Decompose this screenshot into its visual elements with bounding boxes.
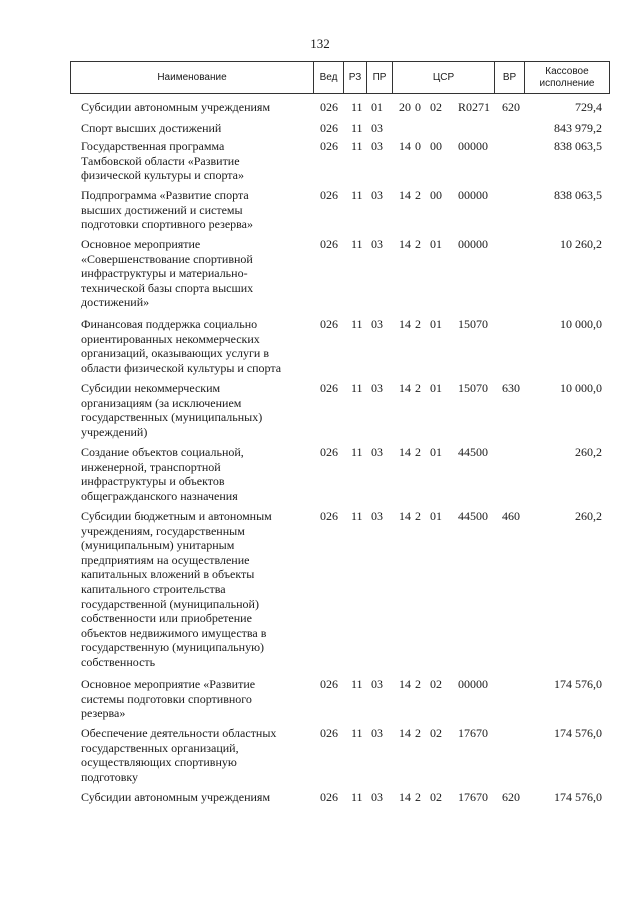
- row-name-line: государственных (муниципальных): [81, 410, 263, 425]
- row-rz: 11: [351, 188, 363, 202]
- row-name-line: инженерной, транспортной: [81, 459, 221, 474]
- row-name-line: системы подготовки спортивного: [81, 691, 252, 706]
- row-csr-subprogram: 0: [415, 100, 421, 114]
- row-csr-program: 14: [399, 317, 411, 331]
- row-rz: 11: [351, 790, 363, 804]
- row-name: [81, 139, 306, 183]
- header-pr: ПР: [372, 71, 387, 83]
- row-csr-event: 02: [430, 790, 442, 804]
- row-name: [81, 677, 306, 721]
- row-ved: 026: [320, 237, 338, 251]
- row-rz: 11: [351, 100, 363, 114]
- row-name-line: подготовку: [81, 769, 139, 784]
- row-csr-subprogram: 2: [415, 790, 421, 804]
- row-name: [81, 381, 306, 439]
- row-name-line: Субсидии автономным учреждениям: [81, 100, 271, 114]
- row-csr-event: 02: [430, 677, 442, 691]
- row-csr-event: 00: [430, 139, 442, 153]
- row-name-line: ориентированных некоммерческих: [81, 331, 260, 346]
- row-name-line: организаций, оказывающих услуги в: [81, 346, 269, 361]
- row-name-line: высших достижений и системы: [81, 202, 243, 217]
- row-ved: 026: [320, 790, 338, 804]
- row-pr: 03: [371, 445, 383, 459]
- row-pr: 03: [371, 381, 383, 395]
- header-csr: ЦСР: [432, 71, 455, 83]
- row-csr-direction: 00000: [458, 237, 488, 251]
- row-name-line: Субсидии некоммерческим: [81, 381, 221, 395]
- row-sum: 174 576,0: [554, 677, 602, 691]
- row-csr-direction: 17670: [458, 790, 488, 804]
- row-ved: 026: [320, 381, 338, 395]
- row-ved: 026: [320, 726, 338, 740]
- row-name-line: (муниципальным) унитарным: [81, 538, 235, 553]
- row-name-line: Обеспечение деятельности областных: [81, 726, 277, 740]
- row-name-line: достижений»: [81, 295, 150, 310]
- table-header: [70, 61, 610, 94]
- row-pr: 03: [371, 677, 383, 691]
- row-ved: 026: [320, 445, 338, 459]
- row-name-line: осуществляющих спортивную: [81, 755, 237, 770]
- row-ved: 026: [320, 677, 338, 691]
- row-rz: 11: [351, 237, 363, 251]
- row-sum: 10 000,0: [560, 317, 602, 331]
- row-csr-subprogram: 0: [415, 139, 421, 153]
- row-pr: 03: [371, 509, 383, 523]
- row-csr-direction: 15070: [458, 317, 488, 331]
- row-ved: 026: [320, 121, 338, 135]
- row-pr: 03: [371, 121, 383, 135]
- row-name: [81, 317, 306, 375]
- row-csr-program: 14: [399, 509, 411, 523]
- row-csr-direction: R0271: [458, 100, 491, 114]
- row-rz: 11: [351, 509, 363, 523]
- row-name-line: учреждениям, государственным: [81, 523, 245, 538]
- row-ved: 026: [320, 100, 338, 114]
- row-sum: 174 576,0: [554, 790, 602, 804]
- row-ved: 026: [320, 317, 338, 331]
- page-number: 132: [310, 36, 330, 51]
- row-pr: 03: [371, 139, 383, 153]
- row-name-line: Субсидии автономным учреждениям: [81, 790, 271, 804]
- row-name-line: Создание объектов социальной,: [81, 445, 244, 459]
- row-name-line: Государственная программа: [81, 139, 225, 153]
- row-csr-program: 20: [399, 100, 411, 114]
- row-name-line: общегражданского назначения: [81, 488, 238, 503]
- row-name-line: собственность: [81, 654, 156, 669]
- row-name: [81, 726, 306, 784]
- row-name-line: физической культуры и спорта»: [81, 168, 245, 183]
- row-csr-direction: 00000: [458, 139, 488, 153]
- row-sum: 260,2: [575, 445, 602, 459]
- row-pr: 01: [371, 100, 383, 114]
- row-sum: 838 063,5: [554, 188, 602, 202]
- row-csr-program: 14: [399, 677, 411, 691]
- row-ved: 026: [320, 188, 338, 202]
- row-name: [81, 509, 306, 670]
- header-sum: [525, 62, 609, 93]
- row-csr-event: 00: [430, 188, 442, 202]
- row-pr: 03: [371, 237, 383, 251]
- row-name-line: резерва»: [81, 706, 126, 721]
- row-sum: 838 063,5: [554, 139, 602, 153]
- row-csr-direction: 17670: [458, 726, 488, 740]
- row-name-line: объектов недвижимого имущества в: [81, 625, 267, 640]
- row-vr: 630: [502, 381, 520, 395]
- row-csr-program: 14: [399, 445, 411, 459]
- row-name-line: капитального строительства: [81, 581, 226, 596]
- row-rz: 11: [351, 445, 363, 459]
- row-csr-program: 14: [399, 188, 411, 202]
- row-name-line: подготовки спортивного резерва»: [81, 217, 253, 232]
- row-name-line: Основное мероприятие «Развитие: [81, 677, 256, 691]
- row-csr-event: 02: [430, 100, 442, 114]
- row-rz: 11: [351, 677, 363, 691]
- row-csr-subprogram: 2: [415, 445, 421, 459]
- header-sum-line2: исполнение: [539, 77, 595, 89]
- row-name-line: государственных организаций,: [81, 740, 239, 755]
- row-ved: 026: [320, 139, 338, 153]
- row-csr-event: 01: [430, 445, 442, 459]
- row-vr: 620: [502, 100, 520, 114]
- row-rz: 11: [351, 139, 363, 153]
- row-csr-subprogram: 2: [415, 317, 421, 331]
- row-name: [81, 790, 306, 805]
- row-name-line: «Совершенствование спортивной: [81, 251, 253, 266]
- row-csr-event: 01: [430, 237, 442, 251]
- row-name-line: Основное мероприятие: [81, 237, 201, 251]
- header-name: Наименование: [157, 71, 227, 83]
- row-sum: 10 260,2: [560, 237, 602, 251]
- row-name-line: организациям (за исключением: [81, 395, 242, 410]
- row-name-line: Подпрограмма «Развитие спорта: [81, 188, 249, 202]
- row-csr-event: 01: [430, 509, 442, 523]
- row-rz: 11: [351, 317, 363, 331]
- row-csr-subprogram: 2: [415, 677, 421, 691]
- row-name: [81, 445, 306, 503]
- header-ved: Вед: [319, 71, 338, 83]
- row-name-line: государственной (муниципальной): [81, 596, 259, 611]
- row-csr-direction: 44500: [458, 445, 488, 459]
- row-sum: 843 979,2: [554, 121, 602, 135]
- row-sum: 174 576,0: [554, 726, 602, 740]
- row-csr-subprogram: 2: [415, 237, 421, 251]
- row-name: [81, 188, 306, 232]
- row-csr-subprogram: 2: [415, 381, 421, 395]
- row-name-line: инфраструктуры и материально-: [81, 266, 248, 281]
- row-name-line: Спорт высших достижений: [81, 121, 222, 135]
- row-csr-event: 02: [430, 726, 442, 740]
- row-name-line: учреждений): [81, 424, 148, 439]
- row-ved: 026: [320, 509, 338, 523]
- row-name-line: области физической культуры и спорта: [81, 360, 282, 375]
- row-name-line: государственную (муниципальную): [81, 640, 265, 655]
- row-name: [81, 237, 306, 310]
- row-csr-event: 01: [430, 317, 442, 331]
- row-pr: 03: [371, 726, 383, 740]
- row-csr-program: 14: [399, 237, 411, 251]
- row-name-line: Тамбовской области «Развитие: [81, 153, 240, 168]
- row-csr-program: 14: [399, 726, 411, 740]
- row-rz: 11: [351, 381, 363, 395]
- row-csr-program: 14: [399, 139, 411, 153]
- row-pr: 03: [371, 317, 383, 331]
- row-csr-direction: 44500: [458, 509, 488, 523]
- row-vr: 620: [502, 790, 520, 804]
- row-name-line: капитальных вложений в объекты: [81, 567, 255, 582]
- row-sum: 260,2: [575, 509, 602, 523]
- row-name-line: Субсидии бюджетным и автономным: [81, 509, 272, 523]
- row-name-line: технической базы спорта высших: [81, 280, 254, 295]
- row-name-line: инфраструктуры и объектов: [81, 474, 225, 489]
- row-rz: 11: [351, 121, 363, 135]
- row-csr-program: 14: [399, 790, 411, 804]
- row-sum: 729,4: [575, 100, 602, 114]
- row-name: [81, 100, 306, 115]
- row-csr-direction: 00000: [458, 188, 488, 202]
- row-rz: 11: [351, 726, 363, 740]
- row-pr: 03: [371, 790, 383, 804]
- header-vr: ВР: [502, 71, 517, 83]
- row-csr-subprogram: 2: [415, 726, 421, 740]
- row-name-line: Финансовая поддержка социально: [81, 317, 258, 331]
- row-name-line: предприятиям на осуществление: [81, 552, 250, 567]
- header-rz: РЗ: [348, 71, 362, 83]
- row-pr: 03: [371, 188, 383, 202]
- row-csr-program: 14: [399, 381, 411, 395]
- row-csr-subprogram: 2: [415, 509, 421, 523]
- row-csr-direction: 15070: [458, 381, 488, 395]
- row-vr: 460: [502, 509, 520, 523]
- row-csr-event: 01: [430, 381, 442, 395]
- row-csr-subprogram: 2: [415, 188, 421, 202]
- row-name-line: собственности или приобретение: [81, 611, 252, 626]
- row-name: [81, 121, 306, 136]
- row-csr-direction: 00000: [458, 677, 488, 691]
- row-sum: 10 000,0: [560, 381, 602, 395]
- header-sum-line1: Кассовое: [545, 66, 589, 77]
